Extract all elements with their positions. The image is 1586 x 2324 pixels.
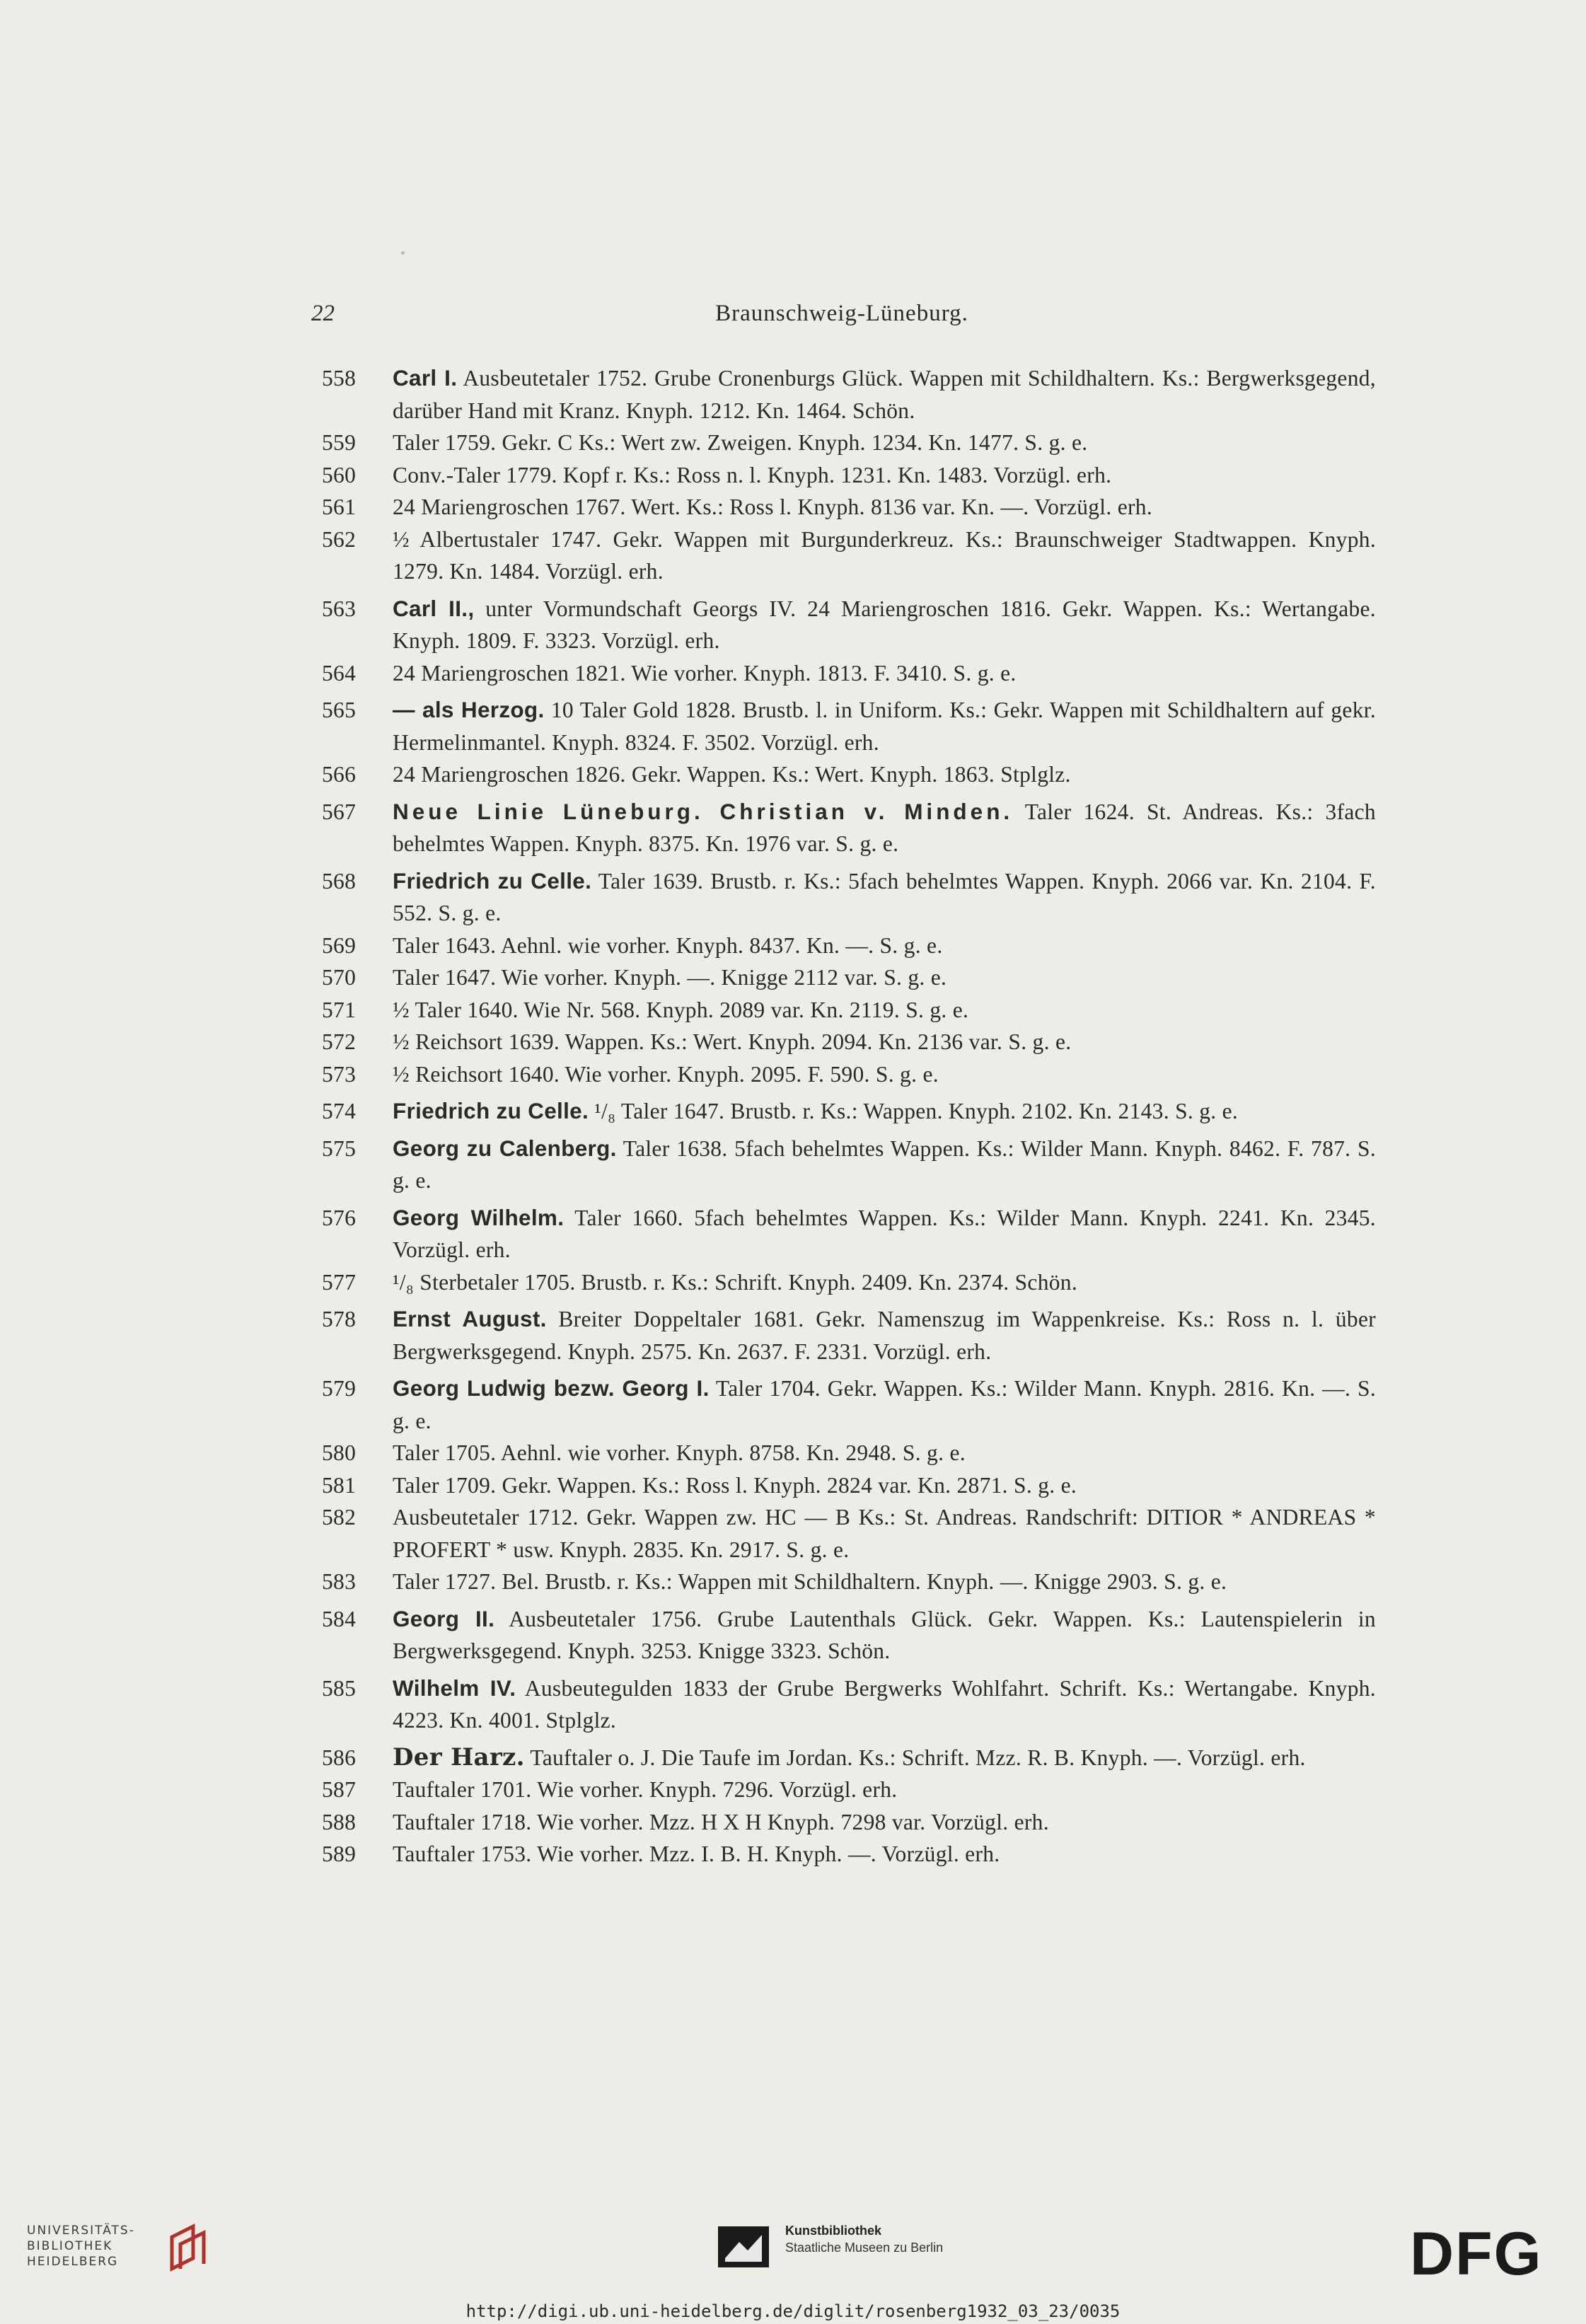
entry-text: Taler 1643. Aehnl. wie vorher. Knyph. 8437. Kn. —. S. g. e. bbox=[393, 932, 943, 958]
entry-text: Tauftaler 1718. Wie vorher. Mzz. H X H Knyph. 7298 var. Vorzügl. erh. bbox=[393, 1809, 1049, 1834]
entry-number: 584 bbox=[322, 1606, 357, 1631]
entry-text: unter Vormundschaft Georgs IV. 24 Mariengroschen 1816. Gekr. Wappen. Ks.: Wertangabe. Knyph. 1809. F. 3323. Vorzügl. erh. bbox=[393, 596, 1376, 653]
entry-number: 566 bbox=[322, 762, 357, 787]
entry-ruler-name: Georg Wilhelm. bbox=[393, 1204, 565, 1230]
catalog-entry bbox=[322, 1566, 1376, 1598]
catalog-entry bbox=[322, 1058, 1376, 1091]
entry-text: Taler 1647. Wie vorher. Knyph. —. Knigge 2112 var. S. g. e. bbox=[393, 965, 947, 990]
page-header bbox=[311, 301, 1372, 336]
entry-number: 563 bbox=[322, 596, 357, 621]
entry-description bbox=[393, 1806, 1376, 1839]
entry-text: Taler 1638. 5fach behelmtes Wappen. Ks.: Wilder Mann. Knyph. 8462. F. 787. S. g. e. bbox=[393, 1135, 1376, 1193]
entry-description bbox=[393, 1672, 1376, 1737]
entry-description bbox=[393, 694, 1376, 758]
catalog-entry bbox=[322, 694, 1376, 758]
entry-description bbox=[393, 1566, 1376, 1598]
catalog-entry bbox=[322, 593, 1376, 657]
catalog-entry bbox=[322, 459, 1376, 492]
catalog-entry bbox=[322, 1469, 1376, 1502]
entry-text: Taler 1727. Bel. Brustb. r. Ks.: Wappen mit Schildhaltern. Knyph. —. Knigge 2903. S. g. e. bbox=[393, 1569, 1227, 1594]
entry-text: ¹/₈ Sterbetaler 1705. Brustb. r. Ks.: Schrift. Knyph. 2409. Kn. 2374. Schön. bbox=[393, 1269, 1078, 1295]
entry-text: ½ Reichsort 1640. Wie vorher. Knyph. 2095. F. 590. S. g. e. bbox=[393, 1061, 939, 1087]
entry-number: 568 bbox=[322, 868, 357, 894]
entry-number: 572 bbox=[322, 1029, 357, 1054]
entry-text: Ausbeutetaler 1752. Grube Cronenburgs Glück. Wappen mit Schildhaltern. Ks.: Bergwerksgegend, darüber Hand mit Kranz. Knyph. 1212. Kn. 1464. Schön. bbox=[393, 366, 1376, 423]
kunstbibliothek-subtitle: Staatliche Museen zu Berlin bbox=[785, 2241, 944, 2255]
entry-number: 581 bbox=[322, 1472, 357, 1498]
entry-text: Taler 1704. Gekr. Wappen. Ks.: Wilder Mann. Knyph. 2816. Kn. —. S. g. e. bbox=[393, 1376, 1377, 1433]
catalog-entry bbox=[322, 758, 1376, 791]
running-title: Braunschweig-Lüneburg. bbox=[715, 301, 968, 326]
catalog-entry bbox=[322, 1303, 1376, 1368]
entry-number: 562 bbox=[322, 526, 357, 552]
entry-description bbox=[393, 961, 1376, 994]
catalog-entry bbox=[322, 796, 1376, 860]
entry-description bbox=[393, 593, 1376, 657]
entry-number: 586 bbox=[322, 1745, 357, 1770]
entry-description bbox=[393, 524, 1376, 588]
entry-description bbox=[393, 657, 1376, 690]
entry-description bbox=[393, 1026, 1376, 1058]
library-name-line2: BIBLIOTHEK bbox=[27, 2239, 113, 2253]
entry-ruler-name: Carl II., bbox=[393, 595, 475, 621]
entry-description bbox=[393, 796, 1376, 860]
entry-number: 580 bbox=[322, 1440, 357, 1465]
catalog-entry bbox=[322, 1742, 1376, 1774]
catalog-entry bbox=[322, 961, 1376, 994]
entry-description bbox=[393, 1603, 1376, 1667]
kunstbibliothek-emblem-icon bbox=[718, 2226, 769, 2267]
entry-number: 587 bbox=[322, 1777, 357, 1802]
catalog-entry bbox=[322, 1202, 1376, 1266]
entry-ruler-name: Georg II. bbox=[393, 1605, 495, 1631]
dfg-logo bbox=[1410, 2225, 1558, 2282]
entry-description bbox=[393, 1058, 1376, 1091]
entry-ruler-name: Georg Ludwig bezw. Georg I. bbox=[393, 1375, 710, 1401]
entry-number: 564 bbox=[322, 660, 357, 686]
entry-number: 558 bbox=[322, 366, 357, 391]
entry-description bbox=[393, 1266, 1376, 1299]
library-emblem-icon bbox=[165, 2223, 214, 2272]
entry-text: Taler 1705. Aehnl. wie vorher. Knyph. 8758. Kn. 2948. S. g. e. bbox=[393, 1440, 966, 1465]
entry-number: 579 bbox=[322, 1376, 357, 1401]
entry-number: 560 bbox=[322, 462, 357, 487]
entry-text: Ausbeutegulden 1833 der Grube Bergwerks Wohlfahrt. Schrift. Ks.: Wertangabe. Knyph. 4223. Kn. 4001. Stplglz. bbox=[393, 1675, 1376, 1733]
catalog-entry bbox=[322, 1501, 1376, 1566]
entry-text: Ausbeutetaler 1712. Gekr. Wappen zw. HC — B Ks.: St. Andreas. Randschrift: DITIOR * ANDREAS * PROFERT * usw. Knyph. 2835. Kn. 2917. S. g. e. bbox=[393, 1505, 1376, 1562]
catalog-entry bbox=[322, 1133, 1376, 1197]
entry-number: 565 bbox=[322, 698, 357, 722]
entry-ruler-name: — als Herzog. bbox=[393, 697, 545, 722]
entry-description bbox=[393, 994, 1376, 1027]
catalog-entry bbox=[322, 1437, 1376, 1469]
kunstbibliothek-title: Kunstbibliothek bbox=[785, 2224, 881, 2238]
entry-text: Tauftaler 1753. Wie vorher. Mzz. I. B. H. Knyph. —. Vorzügl. erh. bbox=[393, 1842, 1000, 1866]
entry-description bbox=[393, 1133, 1376, 1197]
catalog-entry bbox=[322, 491, 1376, 524]
entry-number: 578 bbox=[322, 1307, 357, 1331]
entry-text: Tauftaler o. J. Die Taufe im Jordan. Ks.: Schrift. Mzz. R. B. Knyph. —. Vorzügl. erh. bbox=[524, 1745, 1306, 1770]
page-speck bbox=[401, 251, 405, 255]
catalog-entry bbox=[322, 1266, 1376, 1299]
entry-number: 571 bbox=[322, 997, 357, 1022]
heidelberg-library-logo bbox=[27, 2223, 211, 2279]
entry-description bbox=[393, 1501, 1376, 1566]
entry-description bbox=[393, 491, 1376, 524]
entry-text: 24 Mariengroschen 1821. Wie vorher. Knyph. 1813. F. 3410. S. g. e. bbox=[393, 660, 1017, 686]
entry-text: Taler 1639. Brustb. r. Ks.: 5fach behelmtes Wappen. Knyph. 2066 var. Kn. 2104. F. 552. S. g. e. bbox=[393, 868, 1376, 925]
entry-number: 582 bbox=[322, 1505, 357, 1530]
entry-text: Taler 1759. Gekr. C Ks.: Wert zw. Zweigen. Knyph. 1234. Kn. 1477. S. g. e. bbox=[393, 430, 1088, 455]
library-name-line1: UNIVERSITÄTS- bbox=[27, 2224, 135, 2238]
entry-description bbox=[393, 1303, 1376, 1368]
entry-text: 24 Mariengroschen 1767. Wert. Ks.: Ross l. Knyph. 8136 var. Kn. —. Vorzügl. erh. bbox=[393, 495, 1152, 519]
catalog-entry bbox=[322, 1095, 1376, 1128]
entry-number: 588 bbox=[322, 1809, 357, 1834]
entry-description bbox=[393, 758, 1376, 791]
entry-text: Taler 1709. Gekr. Wappen. Ks.: Ross l. Knyph. 2824 var. Kn. 2871. S. g. e. bbox=[393, 1472, 1077, 1498]
catalog-entry bbox=[322, 524, 1376, 588]
entry-ruler-name: Der Harz. bbox=[393, 1742, 525, 1771]
catalog-entry bbox=[322, 994, 1376, 1027]
entry-text: Ausbeutetaler 1756. Grube Lautenthals Glück. Gekr. Wappen. Ks.: Lautenspielerin in Bergwerksgegend. Knyph. 3253. Knigge 3323. Schön. bbox=[393, 1606, 1376, 1663]
entry-number: 573 bbox=[322, 1061, 357, 1087]
entry-description bbox=[393, 1742, 1376, 1774]
catalog-entry bbox=[322, 1026, 1376, 1058]
catalog-entry bbox=[322, 930, 1376, 962]
entry-description bbox=[393, 459, 1376, 492]
entry-ruler-name: Georg zu Calenberg. bbox=[393, 1135, 617, 1161]
entry-ruler-name: Carl I. bbox=[393, 365, 458, 391]
kunstbibliothek-logo bbox=[718, 2224, 1001, 2266]
entry-number: 583 bbox=[322, 1569, 357, 1594]
entry-number: 576 bbox=[322, 1205, 357, 1230]
entry-number: 570 bbox=[322, 965, 357, 990]
entry-description bbox=[393, 1372, 1376, 1437]
catalog-entry bbox=[322, 1603, 1376, 1667]
entry-description bbox=[393, 1202, 1376, 1266]
entry-text: Breiter Doppeltaler 1681. Gekr. Namenszug im Wappenkreise. Ks.: Ross n. l. über Bergwerksgegend. Knyph. 2575. Kn. 2637. F. 2331. Vorzügl. erh. bbox=[393, 1307, 1377, 1364]
catalog-entries bbox=[322, 357, 1376, 1871]
catalog-entry bbox=[322, 1806, 1376, 1839]
dfg-logo-text: DFG bbox=[1410, 2225, 1543, 2282]
entry-number: 569 bbox=[322, 932, 357, 958]
entry-text: ½ Albertustaler 1747. Gekr. Wappen mit Burgunderkreuz. Ks.: Braunschweiger Stadtwappen. Knyph. 1279. Kn. 1484. Vorzügl. erh. bbox=[393, 526, 1376, 584]
entry-text: ½ Reichsort 1639. Wappen. Ks.: Wert. Knyph. 2094. Kn. 2136 var. S. g. e. bbox=[393, 1029, 1072, 1054]
catalog-entry bbox=[322, 1672, 1376, 1737]
catalog-entry bbox=[322, 362, 1376, 427]
entry-number: 589 bbox=[322, 1842, 357, 1866]
catalog-entry bbox=[322, 1774, 1376, 1806]
entry-description bbox=[393, 1095, 1376, 1128]
entry-description bbox=[393, 865, 1376, 930]
entry-text: Conv.-Taler 1779. Kopf r. Ks.: Ross n. l. Knyph. 1231. Kn. 1483. Vorzügl. erh. bbox=[393, 462, 1112, 487]
entry-text: ½ Taler 1640. Wie Nr. 568. Knyph. 2089 var. Kn. 2119. S. g. e. bbox=[393, 997, 969, 1022]
entry-number: 559 bbox=[322, 430, 357, 455]
entry-text: Taler 1624. St. Andreas. Ks.: 3fach behelmtes Wappen. Knyph. 8375. Kn. 1976 var. S. g. e. bbox=[393, 799, 1376, 856]
entry-number: 567 bbox=[322, 799, 357, 824]
entry-description bbox=[393, 1469, 1376, 1502]
entry-description bbox=[393, 1437, 1376, 1469]
catalog-entry bbox=[322, 1372, 1376, 1437]
catalog-entry bbox=[322, 865, 1376, 930]
entry-text: Taler 1660. 5fach behelmtes Wappen. Ks.: Wilder Mann. Knyph. 2241. Kn. 2345. Vorzügl. erh. bbox=[393, 1205, 1376, 1262]
entry-ruler-name: Friedrich zu Celle. bbox=[393, 867, 592, 894]
entry-number: 561 bbox=[322, 495, 357, 519]
entry-number: 574 bbox=[322, 1099, 357, 1123]
entry-description bbox=[393, 930, 1376, 962]
entry-description bbox=[393, 427, 1376, 459]
entry-text: 10 Taler Gold 1828. Brustb. l. in Uniform. Ks.: Gekr. Wappen mit Schildhaltern auf gekr. Hermelinmantel. Knyph. 8324. F. 3502. Vorzügl. erh. bbox=[393, 698, 1376, 755]
entry-description bbox=[393, 1838, 1376, 1871]
entry-description bbox=[393, 1774, 1376, 1806]
entry-ruler-name: Neue Linie Lüneburg. Christian v. Minden. bbox=[393, 798, 1014, 824]
entry-ruler-name: Friedrich zu Celle. bbox=[393, 1098, 589, 1123]
catalog-entry bbox=[322, 1838, 1376, 1871]
source-url: http://digi.ub.uni-heidelberg.de/diglit/rosenberg1932_03_23/0035 bbox=[465, 2301, 1121, 2321]
entry-text: ¹/₈ Taler 1647. Brustb. r. Ks.: Wappen. Knyph. 2102. Kn. 2143. S. g. e. bbox=[589, 1099, 1239, 1123]
entry-description bbox=[393, 362, 1376, 427]
entry-text: Tauftaler 1701. Wie vorher. Knyph. 7296. Vorzügl. erh. bbox=[393, 1777, 898, 1802]
entry-ruler-name: Wilhelm IV. bbox=[393, 1675, 516, 1701]
catalog-entry bbox=[322, 657, 1376, 690]
page-number: 22 bbox=[311, 301, 335, 326]
library-name-line3: HEIDELBERG bbox=[27, 2255, 119, 2269]
catalog-entry bbox=[322, 427, 1376, 459]
entry-number: 577 bbox=[322, 1269, 357, 1295]
entry-text: 24 Mariengroschen 1826. Gekr. Wappen. Ks.: Wert. Knyph. 1863. Stplglz. bbox=[393, 762, 1071, 787]
entry-ruler-name: Ernst August. bbox=[393, 1306, 547, 1331]
entry-number: 575 bbox=[322, 1135, 357, 1161]
entry-number: 585 bbox=[322, 1675, 357, 1701]
